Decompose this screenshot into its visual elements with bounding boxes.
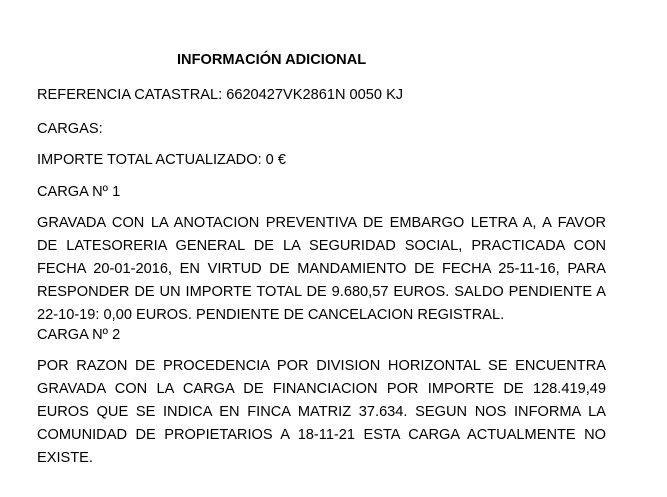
carga-1-line: DE LATESORERIA GENERAL DE LA SEGURIDAD SOCIAL, PRACTICADA CON bbox=[37, 238, 606, 254]
referencia-catastral: REFERENCIA CATASTRAL: 6620427VK2861N 0050 KJ bbox=[37, 87, 404, 103]
carga-2-line: EUROS QUE SE INDICA EN FINCA MATRIZ 37.634. SEGUN NOS INFORMA LA bbox=[37, 404, 606, 420]
carga-2-heading: CARGA Nº 2 bbox=[37, 327, 121, 343]
carga-1-text bbox=[37, 212, 606, 327]
section-title: INFORMACIÓN ADICIONAL bbox=[177, 52, 367, 68]
carga-1-line: RESPONDER DE UN IMPORTE TOTAL DE 9.680,57 EUROS. SALDO PENDIENTE A bbox=[37, 284, 606, 300]
carga-1-line: 22-10-19: 0,00 EUROS. PENDIENTE DE CANCELACION REGISTRAL. bbox=[37, 307, 505, 323]
carga-2-line: POR RAZON DE PROCEDENCIA POR DIVISION HORIZONTAL SE ENCUENTRA bbox=[37, 358, 606, 374]
carga-2-line: EXISTE. bbox=[37, 450, 93, 466]
carga-1-heading: CARGA Nº 1 bbox=[37, 184, 121, 200]
carga-2-text bbox=[37, 355, 606, 470]
carga-2-line: GRAVADA CON LA CARGA DE FINANCIACION POR IMPORTE DE 128.419,49 bbox=[37, 381, 606, 397]
carga-1-line: GRAVADA CON LA ANOTACION PREVENTIVA DE EMBARGO LETRA A, A FAVOR bbox=[37, 215, 606, 231]
importe-total: IMPORTE TOTAL ACTUALIZADO: 0 € bbox=[37, 152, 286, 168]
carga-2-line: COMUNIDAD DE PROPIETARIOS A 18-11-21 ESTA CARGA ACTUALMENTE NO bbox=[37, 427, 606, 443]
carga-1-line: FECHA 20-01-2016, EN VIRTUD DE MANDAMIENTO DE FECHA 25-11-16, PARA bbox=[37, 261, 606, 277]
cargas-label: CARGAS: bbox=[37, 121, 103, 137]
